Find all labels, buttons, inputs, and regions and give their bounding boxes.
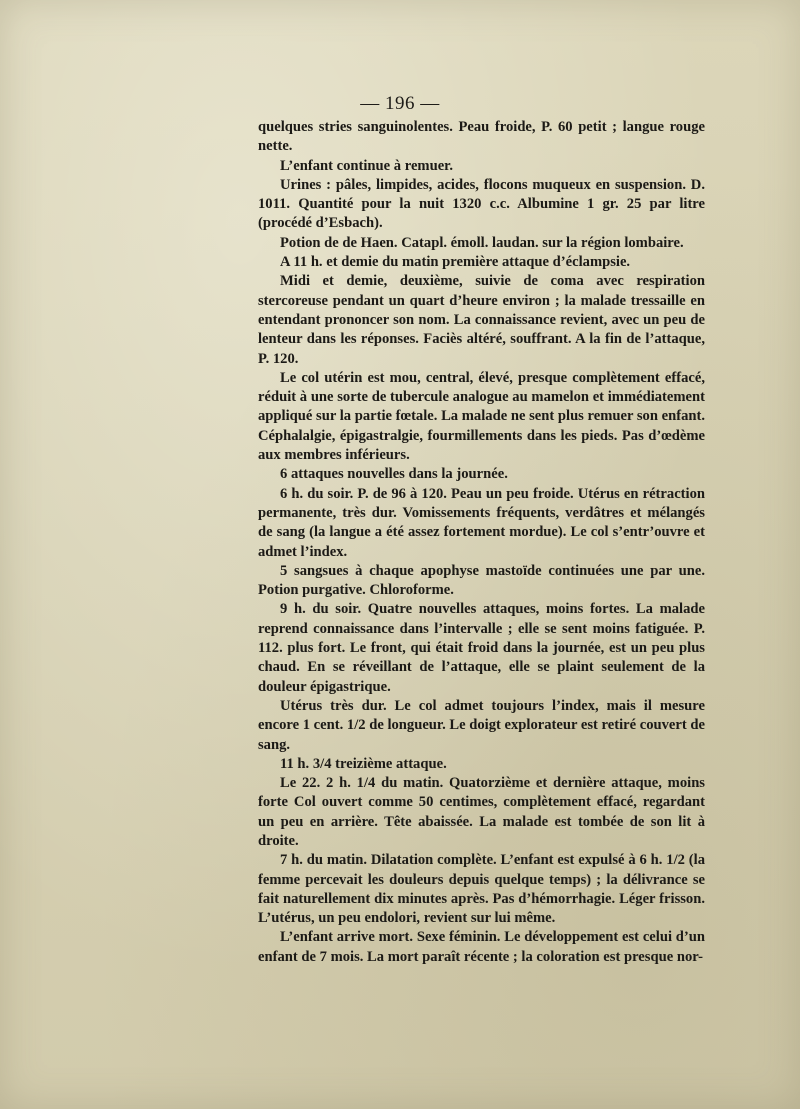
- body-text: [258, 118, 705, 967]
- paragraph: 6 h. du soir. P. de 96 à 120. Peau un peu froide. Utérus en rétraction permanente, très dur. Vomissements fréquents, verdâtres et mélangés de sang (la langue a été assez fortement mordue). Le col s’entr’ouvre et admet l’index.: [258, 485, 705, 560]
- paragraph: L’enfant arrive mort. Sexe féminin. Le développement est celui d’un enfant de 7 mois. La mort paraît récente ; la coloration est presque nor-: [258, 929, 705, 965]
- paragraph: A 11 h. et demie du matin première attaque d’éclampsie.: [280, 254, 631, 271]
- paragraph: 6 attaques nouvelles dans la journée.: [280, 466, 508, 483]
- paragraph: Urines : pâles, limpides, acides, flocons muqueux en suspension. D. 1011. Quantité pour la nuit 1320 c.c. Albumine 1 gr. 25 par litre (procédé d’Esbach).: [258, 176, 705, 232]
- paragraph: Le 22. 2 h. 1/4 du matin. Quatorzième et dernière attaque, moins forte Col ouvert comme 50 centimes, complètement effacé, regardant un peu en arrière. Tête abaissée. La malade est tombée de son lit à droite.: [258, 775, 705, 849]
- paragraph: 7 h. du matin. Dilatation complète. L’enfant est expulsé à 6 h. 1/2 (la femme percevait les douleurs depuis quelque temps) ; la délivrance se fait naturellement dix minutes après. Pas d’hémorrhagie. Léger frisson. L’utérus, un peu endolori, revient sur lui même.: [258, 852, 705, 927]
- paragraph: L’enfant continue à remuer.: [280, 157, 453, 174]
- paragraph: 5 sangsues à chaque apophyse mastoïde continuées une par une. Potion purgative. Chloroforme.: [258, 562, 705, 599]
- paragraph: Utérus très dur. Le col admet toujours l’index, mais il mesure encore 1 cent. 1/2 de longueur. Le doigt explorateur est retiré couvert de sang.: [258, 697, 705, 753]
- paragraph: Le col utérin est mou, central, élevé, presque complètement effacé, réduit à une sorte de tubercule analogue au mamelon et immédiatement appliqué sur la partie fœtale. La malade ne sent plus remuer son enfant. Céphalalgie, épigastralgie, fourmillements dans les pieds. Pas d’œdème aux membres inférieurs.: [258, 369, 705, 464]
- paragraph: 9 h. du soir. Quatre nouvelles attaques, moins fortes. La malade reprend connaissance dans l’intervalle ; elle se sent moins fatiguée. P. 112. plus fort. Le front, qui était froid dans la journée, est un peu plus chaud. En se réveillant de l’attaque, elle se plaint seulement de la douleur épigastrique.: [258, 601, 705, 695]
- page-number: — 196 —: [360, 93, 440, 114]
- paragraph: 11 h. 3/4 treizième attaque.: [280, 755, 447, 772]
- paragraph: Midi et demie, deuxième, suivie de coma avec respiration stercoreuse pendant un quart d’heure environ ; la malade tressaille en entendant prononcer son nom. La connaissance revient, avec un peu de lenteur dans les réponses. Faciès altéré, souffrant. A la fin de l’attaque, P. 120.: [258, 273, 705, 367]
- paragraph: Potion de de Haen. Catapl. émoll. laudan. sur la région lombaire.: [280, 234, 684, 251]
- paragraph: quelques stries sanguinolentes. Peau froide, P. 60 petit ; langue rouge nette.: [258, 119, 705, 155]
